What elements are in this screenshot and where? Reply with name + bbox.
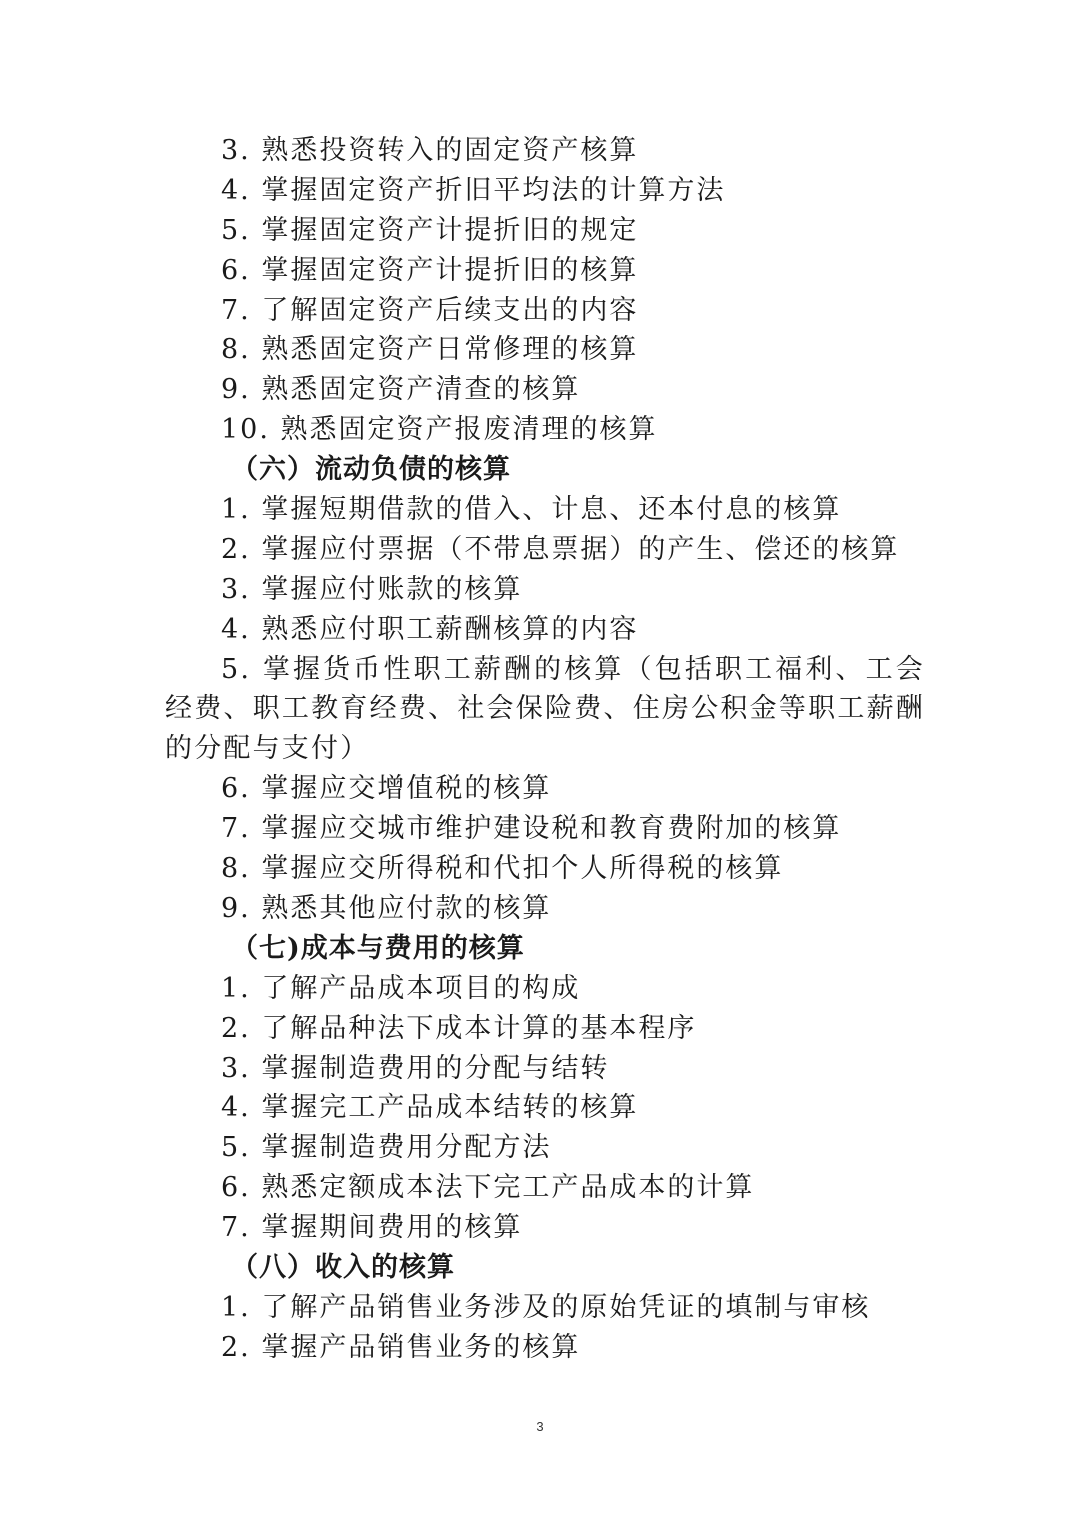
list-item: 2. 了解品种法下成本计算的基本程序 <box>221 1012 697 1044</box>
document-body <box>165 131 925 1368</box>
list-item: 6. 掌握固定资产计提折旧的核算 <box>221 254 639 286</box>
list-item: 8. 熟悉固定资产日常修理的核算 <box>221 334 639 366</box>
list-item-paragraph: 5. 掌握货币性职工薪酬的核算（包括职工福利、工会经费、职工教育经费、社会保险费、住房公积金等职工薪酬的分配与支付） <box>165 653 925 765</box>
list-item: 7. 掌握应交城市维护建设税和教育费附加的核算 <box>221 813 842 845</box>
list-item: 6. 掌握应交增值税的核算 <box>221 773 552 805</box>
list-item: 3. 掌握应付账款的核算 <box>221 573 523 605</box>
list-item: 4. 熟悉应付职工薪酬核算的内容 <box>221 613 639 645</box>
list-item: 6. 熟悉定额成本法下完工产品成本的计算 <box>221 1172 755 1204</box>
list-item: 9. 熟悉固定资产清查的核算 <box>221 374 581 406</box>
list-item: 4. 掌握固定资产折旧平均法的计算方法 <box>221 174 726 206</box>
list-item: 2. 掌握产品销售业务的核算 <box>221 1331 581 1363</box>
list-item: 5. 掌握固定资产计提折旧的规定 <box>221 214 639 246</box>
list-item: 1. 了解产品成本项目的构成 <box>221 972 581 1004</box>
list-item: 4. 掌握完工产品成本结转的核算 <box>221 1092 639 1124</box>
section-heading-revenue: （八）收入的核算 <box>231 1251 455 1283</box>
list-item: 7. 掌握期间费用的核算 <box>221 1212 523 1244</box>
section-heading-current-liabilities: （六）流动负债的核算 <box>231 454 511 486</box>
list-item: 3. 熟悉投资转入的固定资产核算 <box>221 135 639 166</box>
list-item: 3. 掌握制造费用的分配与结转 <box>221 1052 610 1084</box>
list-item: 1. 掌握短期借款的借入、计息、还本付息的核算 <box>221 494 842 526</box>
list-item: 1. 了解产品销售业务涉及的原始凭证的填制与审核 <box>221 1291 871 1323</box>
section-heading-cost-and-expense: （七)成本与费用的核算 <box>231 932 525 964</box>
list-item: 10. 熟悉固定资产报废清理的核算 <box>221 414 658 446</box>
page-number: 3 <box>536 1419 544 1434</box>
list-item: 9. 熟悉其他应付款的核算 <box>221 892 552 924</box>
list-item: 2. 掌握应付票据（不带息票据）的产生、偿还的核算 <box>221 533 900 565</box>
list-item: 8. 掌握应交所得税和代扣个人所得税的核算 <box>221 853 784 885</box>
list-item: 5. 掌握制造费用分配方法 <box>221 1132 552 1164</box>
list-item: 7. 了解固定资产后续支出的内容 <box>221 294 639 326</box>
